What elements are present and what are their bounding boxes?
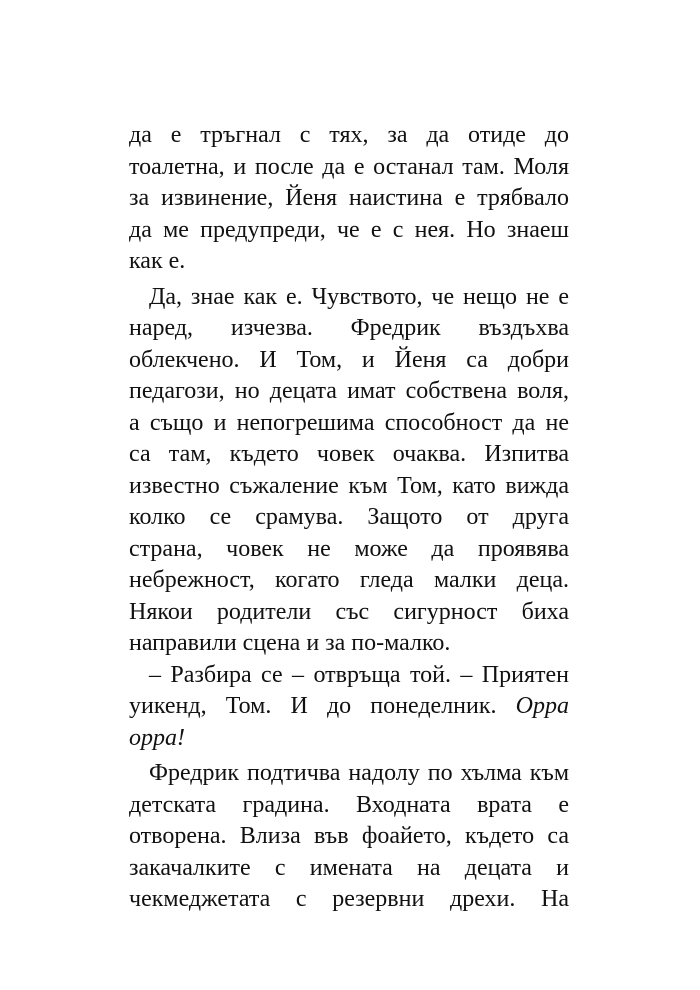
text-line: – Разбира се – отвръща той. – Приятен bbox=[149, 661, 569, 688]
text-line: Някои родители със сигурност биха bbox=[129, 598, 569, 625]
text-line: Да, знае как е. Чувството, че нещо не е bbox=[149, 283, 569, 310]
italic-word: Oppa bbox=[515, 693, 569, 719]
text-line bbox=[129, 691, 569, 723]
paragraph-4 bbox=[129, 758, 569, 916]
text-line: са там, където човек очаква. Изпитва bbox=[129, 441, 569, 467]
paragraph-3 bbox=[129, 660, 569, 755]
text-line bbox=[129, 723, 569, 755]
text-line: облекчено. И Том, и Йеня са добри bbox=[129, 346, 569, 373]
text-line: известно съжаление към Том, като вижда bbox=[129, 472, 569, 499]
body-text bbox=[129, 120, 569, 916]
text-line: педагози, но децата имат собствена воля, bbox=[129, 378, 569, 404]
text-line: чекмеджетата с резервни дрехи. На bbox=[129, 886, 569, 912]
text-line: за извинение, Йеня наистина е трябвало bbox=[129, 185, 569, 211]
text-line: да ме предупреди, че е с нея. Но знаеш bbox=[129, 216, 569, 243]
text-line: небрежност, когато гледа малки деца. bbox=[129, 567, 569, 593]
text-line: Фредрик подтичва надолу по хълма към bbox=[149, 760, 569, 786]
paragraph-2 bbox=[129, 282, 569, 660]
text-line: а също и непогрешима способност да не bbox=[129, 409, 569, 436]
text-line: направили сцена и за по-малко. bbox=[129, 630, 451, 656]
text-line: наред, изчезва. Фредрик въздъхва bbox=[129, 315, 569, 341]
text-line: тоалетна, и после да е останал там. Моля bbox=[129, 153, 569, 180]
text-line: как е. bbox=[129, 248, 186, 274]
text-segment: уикенд, Том. И до понеделник. bbox=[129, 693, 497, 719]
text-line: да е тръгнал с тях, за да отиде до bbox=[129, 122, 569, 148]
text-line: отворена. Влиза във фоайето, където са bbox=[129, 823, 569, 849]
text-line: закачалките с имената на децата и bbox=[129, 854, 569, 881]
text-line: детската градина. Входната врата е bbox=[129, 791, 569, 818]
paragraph-1 bbox=[129, 120, 569, 278]
text-line: страна, човек не може да проявява bbox=[129, 535, 569, 562]
italic-word: oppa! bbox=[129, 724, 185, 751]
text-line: колко се срамува. Защото от друга bbox=[129, 504, 569, 530]
